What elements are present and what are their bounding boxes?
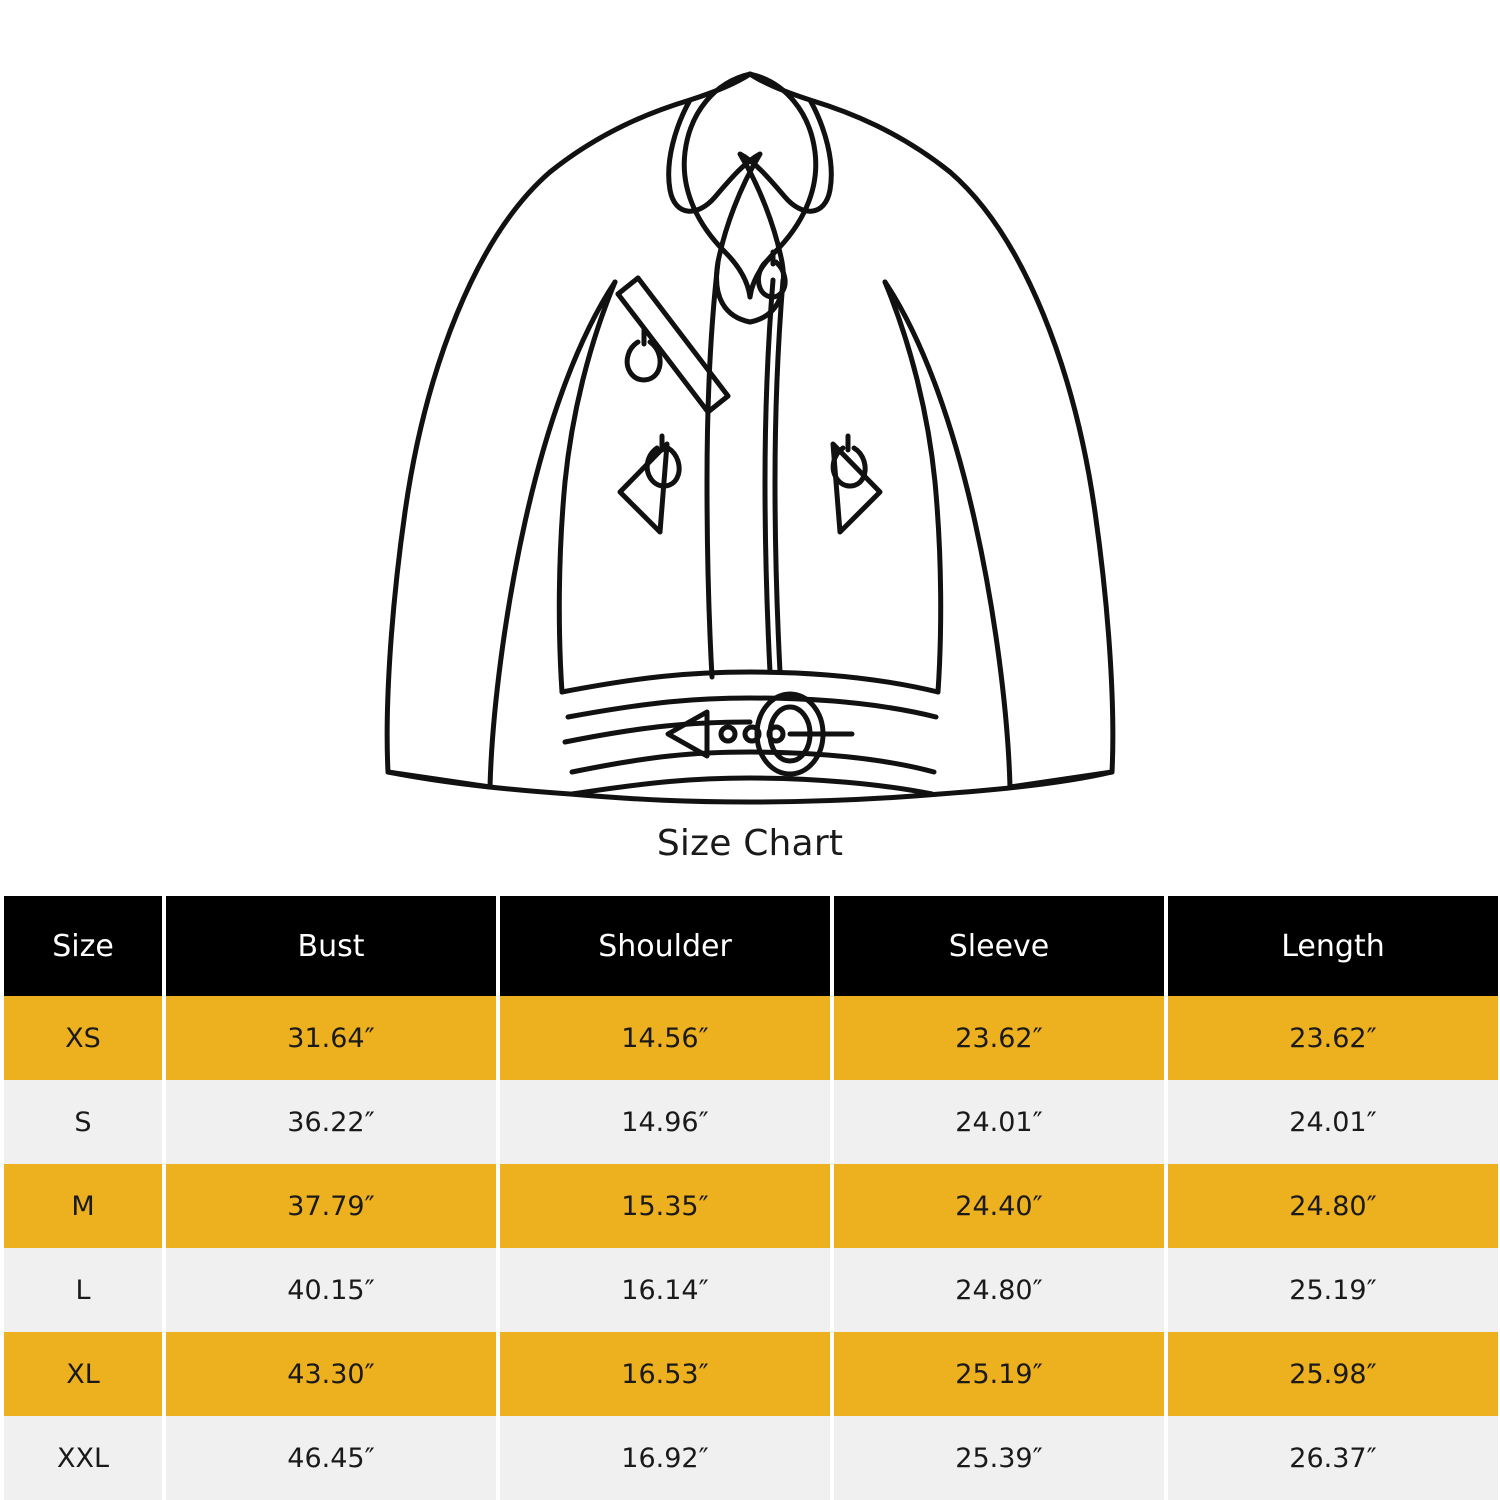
column-header-bust: Bust — [164, 896, 498, 996]
cell-shoulder: 14.56″ — [498, 996, 832, 1080]
cell-shoulder: 16.92″ — [498, 1416, 832, 1500]
cell-sleeve: 24.80″ — [832, 1248, 1166, 1332]
cell-size: L — [2, 1248, 164, 1332]
cell-length: 24.80″ — [1166, 1164, 1500, 1248]
cell-size: XL — [2, 1332, 164, 1416]
column-header-sleeve: Sleeve — [832, 896, 1166, 996]
column-header-length: Length — [1166, 896, 1500, 996]
table-row — [2, 1080, 1500, 1164]
cell-length: 23.62″ — [1166, 996, 1500, 1080]
table-row — [2, 1416, 1500, 1500]
cell-shoulder: 14.96″ — [498, 1080, 832, 1164]
cell-bust: 40.15″ — [164, 1248, 498, 1332]
jacket-icon — [220, 12, 1280, 812]
cell-length: 26.37″ — [1166, 1416, 1500, 1500]
cell-bust: 36.22″ — [164, 1080, 498, 1164]
cell-size: M — [2, 1164, 164, 1248]
cell-length: 24.01″ — [1166, 1080, 1500, 1164]
cell-bust: 37.79″ — [164, 1164, 498, 1248]
cell-shoulder: 16.14″ — [498, 1248, 832, 1332]
cell-size: XXL — [2, 1416, 164, 1500]
cell-length: 25.19″ — [1166, 1248, 1500, 1332]
cell-bust: 31.64″ — [164, 996, 498, 1080]
cell-sleeve: 23.62″ — [832, 996, 1166, 1080]
chart-title: Size Chart — [656, 823, 844, 864]
cell-sleeve: 25.19″ — [832, 1332, 1166, 1416]
size-chart-table — [0, 896, 1500, 1500]
cell-sleeve: 24.01″ — [832, 1080, 1166, 1164]
cell-length: 25.98″ — [1166, 1332, 1500, 1416]
cell-sleeve: 24.40″ — [832, 1164, 1166, 1248]
cell-size: XS — [2, 996, 164, 1080]
cell-shoulder: 16.53″ — [498, 1332, 832, 1416]
table-row — [2, 1248, 1500, 1332]
table-header — [2, 896, 1500, 996]
cell-shoulder: 15.35″ — [498, 1164, 832, 1248]
cell-bust: 46.45″ — [164, 1416, 498, 1500]
column-header-size: Size — [2, 896, 164, 996]
table-row — [2, 1332, 1500, 1416]
cell-sleeve: 25.39″ — [832, 1416, 1166, 1500]
cell-size: S — [2, 1080, 164, 1164]
table-header-row — [2, 896, 1500, 996]
column-header-shoulder: Shoulder — [498, 896, 832, 996]
table-body — [2, 996, 1500, 1500]
cell-bust: 43.30″ — [164, 1332, 498, 1416]
table-row — [2, 996, 1500, 1080]
table-row — [2, 1164, 1500, 1248]
